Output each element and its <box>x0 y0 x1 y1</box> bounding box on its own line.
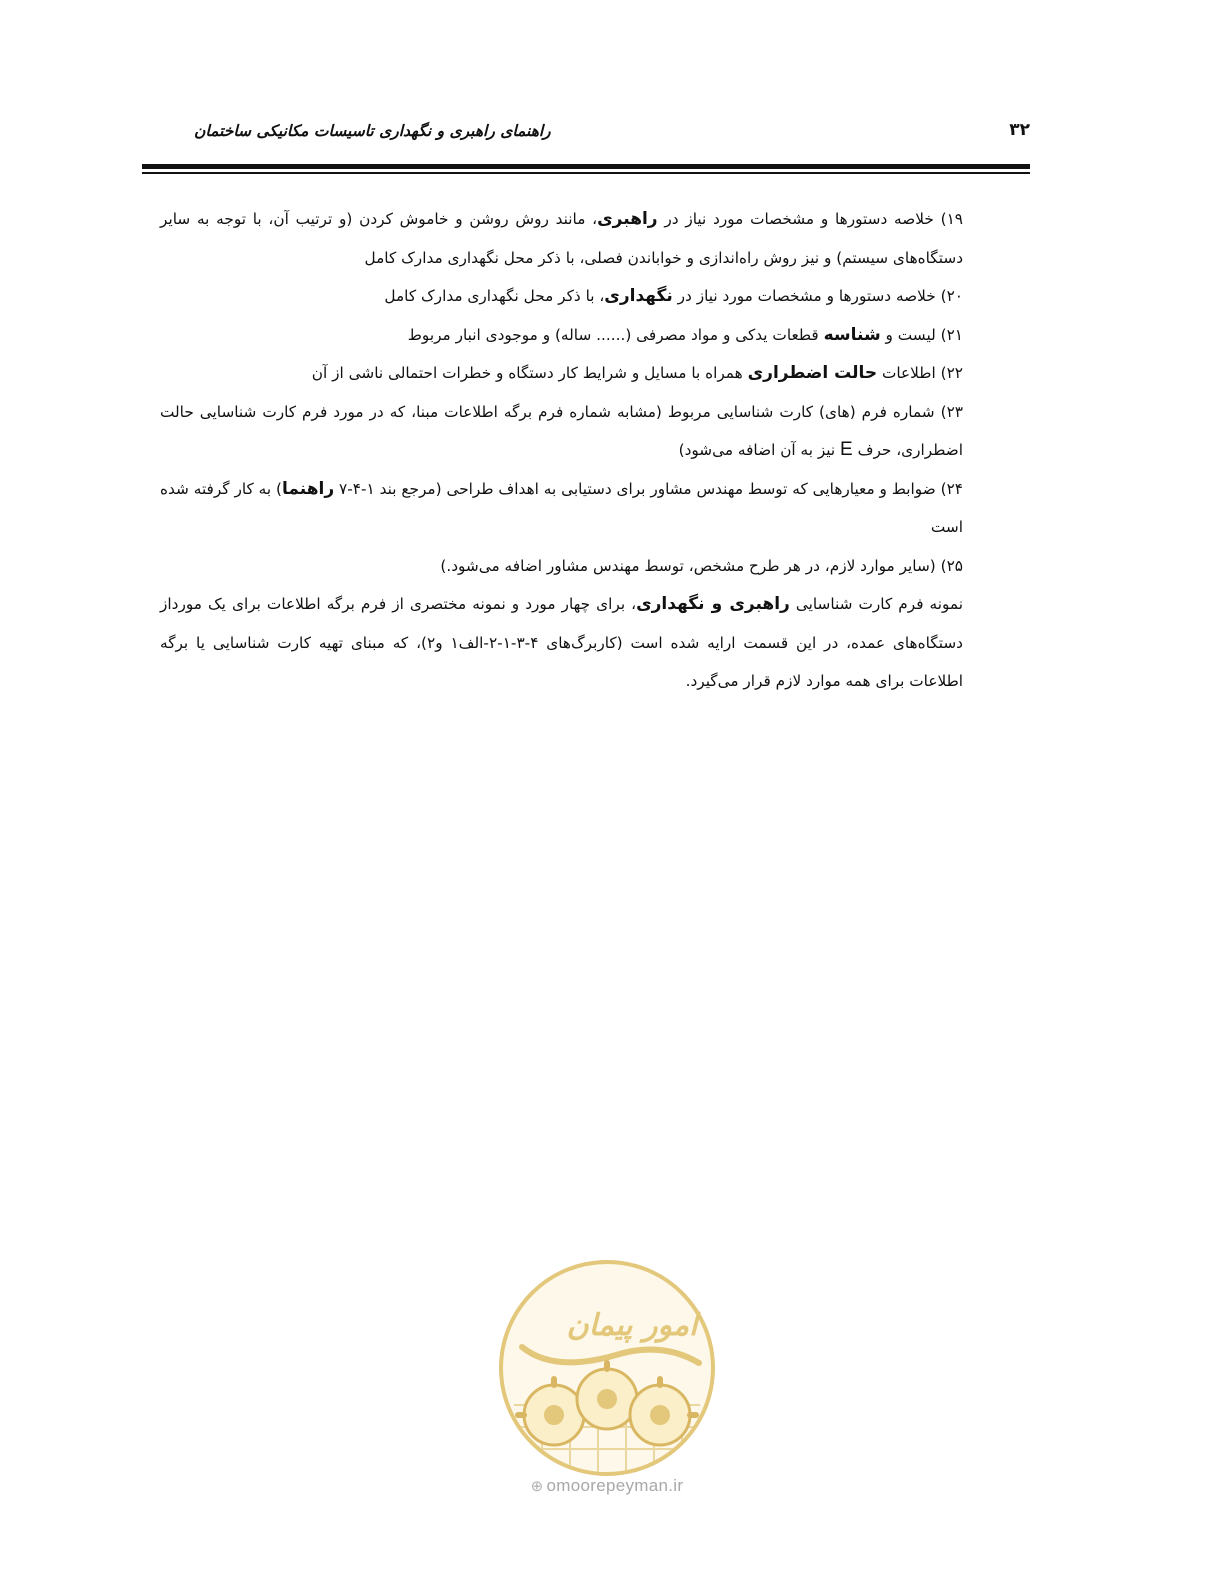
watermark-text: omoorepeyman.ir <box>546 1476 684 1495</box>
omoor-peyman-seal-icon <box>494 1255 720 1481</box>
page-number: ۳۲ <box>1009 120 1030 140</box>
list-item-22: ۲۲) اطلاعات حالت اضطراری همراه با مسایل و شرایط کار دستگاه و خطرات احتمالی ناشی از آن <box>311 363 963 383</box>
globe-icon: ⊕ <box>530 1478 544 1495</box>
page-header <box>142 116 1030 156</box>
header-rule-thick <box>142 164 1030 169</box>
list-item-23: ۲۳) شماره فرم (های) کارت شناسایی مربوط (مشابه شماره فرم برگه اطلاعات مبنا، که در مورد فرم کارت شناسایی حالت اضطراری، حرف E نیز به آن اضافه می‌شود) <box>160 402 963 460</box>
header-rule-thin <box>142 172 1030 174</box>
list-item-24: ۲۴) ضوابط و معیارهایی که توسط مهندس مشاور برای دستیابی به اهداف طراحی (مرجع بند ۱-۴-۷ راهنما) به کار گرفته شده است <box>160 478 963 536</box>
watermark <box>480 1476 734 1496</box>
list-item-25: ۲۵) (سایر موارد لازم، در هر طرح مشخص، توسط مهندس مشاور اضافه می‌شود.) <box>440 556 963 575</box>
document-body <box>160 200 963 701</box>
list-item-19: ۱۹) خلاصه دستورها و مشخصات مورد نیاز در راهبری، مانند روش روشن و خاموش کردن (و ترتیب آن، با توجه به سایر دستگاه‌های سیستم) و نیز روش راه‌اندازی و خواباندن فصلی، با ذکر محل نگهداری مدارک کامل <box>160 209 963 267</box>
header-title: راهنمای راهبری و نگهداری تاسیسات مکانیکی ساختمان <box>194 122 551 140</box>
closing-paragraph: نمونه فرم کارت شناسایی راهبری و نگهداری، برای چهار مورد و نمونه مختصری از فرم برگه اطلاعات برای یک مورداز دستگاه‌های عمده، در این قسمت ارایه شده است (کاربرگ‌های ۴-۳-۱-۲-الف۱ و۲)، که مبنای تهیه کارت شناسایی یا برگه اطلاعات برای همه موارد لازم قرار می‌گیرد. <box>160 594 964 690</box>
list-item-20: ۲۰) خلاصه دستورها و مشخصات مورد نیاز در نگهداری، با ذکر محل نگهداری مدارک کامل <box>384 286 963 306</box>
list-item-21: ۲۱) لیست و شناسه قطعات یدکی و مواد مصرفی (...... ساله) و موجودی انبار مربوط <box>407 324 963 345</box>
svg-text:امور پیمان: امور پیمان <box>566 1308 698 1343</box>
